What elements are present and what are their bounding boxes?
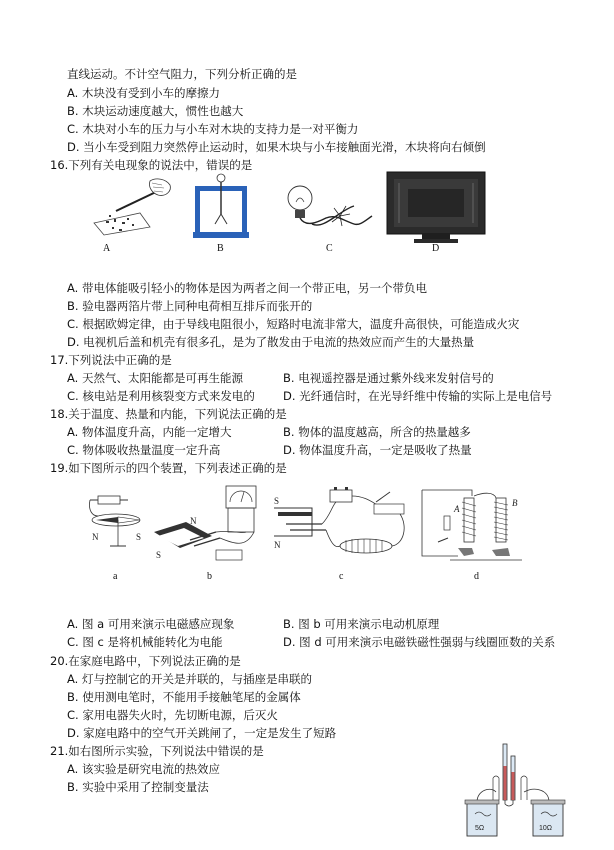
q18-stem: 18.关于温度、热量和内能，下列说法正确的是 (50, 407, 287, 421)
q19-figure-c-label: c (339, 571, 344, 582)
q20-option-b: B. 使用测电笔时，不能用手接触笔尾的金属体 (67, 690, 301, 704)
q21-option-b: B. 实验中采用了控制变量法 (67, 780, 209, 794)
q19-option-a: A. 图 a 可用来演示电磁感应现象 (67, 617, 235, 631)
q18-option-c: C. 物体吸收热量温度一定升高 (67, 443, 221, 457)
q18-option-d: D. 物体温度升高，一定是吸收了热量 (283, 443, 472, 457)
q19-figure-a-n-label: N (92, 532, 99, 542)
q16-option-b: B. 验电器两箔片带上同种电荷相互排斥而张开的 (67, 299, 313, 313)
q17-option-b: B. 电视遥控器是通过紫外线来发射信号的 (283, 371, 494, 385)
q19-figure-c-n-label: N (274, 540, 281, 550)
q17-option-a: A. 天然气、太阳能都是可再生能源 (67, 371, 243, 385)
q20-option-a: A. 灯与控制它的开关是并联的，与插座是串联的 (67, 672, 312, 686)
q16-figure-b-label: B (217, 243, 224, 254)
q16-figure-d-label: D (432, 243, 440, 254)
q16-stem: 16.下列有关电现象的说法中，错误的是 (50, 158, 253, 172)
q19-figure-d-a-label: A (454, 504, 460, 514)
q21-option-a: A. 该实验是研究电流的热效应 (67, 762, 220, 776)
q16-figure-c-label: C (326, 243, 333, 254)
q15-option-d: D. 当小车受到阻力突然停止运动时，如果木块与小车接触面光滑，木块将向右倾倒 (67, 140, 486, 154)
q15-option-b: B. 木块运动速度越大，惯性也越大 (67, 104, 244, 118)
q19-option-b: B. 图 b 可用来演示电动机原理 (283, 617, 440, 631)
q19-figure-d-label: d (474, 571, 479, 582)
q21-resistor-5-label: 5Ω (475, 825, 485, 832)
q20-option-d: D. 家庭电路中的空气开关跳闸了，一定是发生了短路 (67, 726, 337, 740)
q19-figure-a (88, 490, 148, 560)
q19-stem: 19.如下图所示的四个装置，下列表述正确的是 (50, 461, 287, 475)
q20-option-c: C. 家用电器失火时，先切断电源，后灭火 (67, 708, 278, 722)
q16-figure-a-label: A (103, 243, 111, 254)
q20-stem: 20.在家庭电路中，下列说法正确的是 (50, 654, 241, 668)
q19-figure-d (418, 486, 530, 568)
q19-option-d: D. 图 d 可用来演示电磁铁磁性强弱与线圈匝数的关系 (283, 635, 556, 649)
q17-option-c: C. 核电站是利用核裂变方式来发电的 (67, 389, 255, 403)
q19-figure-b-s-label: S (156, 550, 162, 560)
q16-option-c: C. 根据欧姆定律，由于导线电阻很小，短路时电流非常大，温度升高很快，可能造成火灾 (67, 317, 520, 331)
q18-option-b: B. 物体的温度越高，所含的热量越多 (283, 425, 471, 439)
q16-figure-b (191, 172, 251, 240)
q17-option-d: D. 光纤通信时，在光导纤维中传输的实际上是电信号 (283, 389, 553, 403)
q19-option-c: C. 图 c 是将机械能转化为电能 (67, 635, 223, 649)
q16-option-a: A. 带电体能吸引轻小的物体是因为两者之间一个带正电，另一个带负电 (67, 281, 427, 295)
q15-option-c: C. 木块对小车的压力与小车对木块的支持力是一对平衡力 (67, 122, 359, 136)
q19-figure-c-s-label: S (274, 496, 280, 506)
q16-figure-a (92, 175, 174, 237)
q16-figure-d (386, 171, 486, 245)
q16-option-d: D. 电视机后盖和机壳有很多孔，是为了散发由于电流的热效应而产生的大量热量 (67, 335, 475, 349)
q16-figure-c (284, 180, 374, 236)
q15-stem: 直线运动。不计空气阻力，下列分析正确的是 (67, 67, 297, 81)
q19-figure-a-label: a (113, 571, 118, 582)
q19-figure-a-s-label: S (136, 532, 142, 542)
q17-stem: 17.下列说法中正确的是 (50, 353, 172, 367)
q19-figure-b-n-label: N (190, 516, 197, 526)
q19-figure-d-b-label: B (512, 498, 518, 508)
q19-figure-c (272, 486, 414, 568)
q21-stem: 21.如右图所示实验，下列说法中错误的是 (50, 744, 264, 758)
q15-option-a: A. 木块没有受到小车的摩擦力 (67, 86, 220, 100)
q19-figure-b-label: b (207, 571, 212, 582)
q21-resistor-10-label: 10Ω (539, 825, 553, 832)
q21-figure (463, 742, 573, 842)
q18-option-a: A. 物体温度升高，内能一定增大 (67, 425, 232, 439)
q19-figure-b (150, 484, 268, 570)
